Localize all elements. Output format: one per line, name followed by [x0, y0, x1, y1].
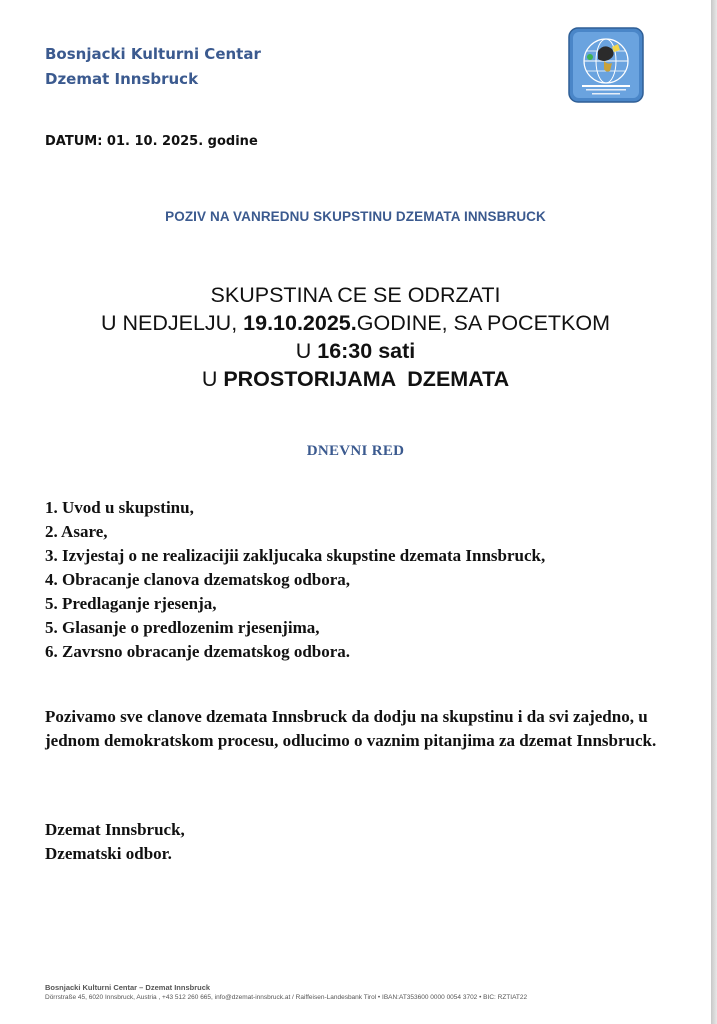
- meeting-time: 16:30 sati: [317, 339, 416, 363]
- signature-line-1: Dzemat Innsbruck,: [45, 820, 185, 839]
- bkc-globe-logo-icon: [568, 27, 644, 103]
- page-edge-shadow: [711, 0, 717, 1024]
- agenda-item: 6. Zavrsno obracanje dzematskog odbora.: [45, 642, 351, 661]
- footer-contact: Dörrstraße 45, 6020 Innsbruck, Austria , +43 512 260 665, info@dzemat-innsbruck.at / Raiffeisen-Landesbank Tirol • IBAN:AT353600 0000 0054 3702 • BIC: RZTIAT22: [45, 994, 528, 1001]
- agenda-list: [45, 496, 545, 664]
- agenda-title: DNEVNI RED: [306, 443, 405, 459]
- organization-name: [45, 42, 261, 92]
- signature-block: [45, 818, 185, 866]
- meeting-date: 19.10.2025.: [243, 311, 357, 335]
- invitation-paragraph: Pozivamo sve clanove dzemata Innsbruck da dodju na skupstinu i da svi zajedno, u jednom demokratskom procesu, odlucimo o vaznim pitanjima za dzemat Innsbruck.: [45, 707, 657, 750]
- agenda-item: 5. Predlaganje rjesenja,: [45, 594, 217, 613]
- agenda-item: 4. Obracanje clanova dzematskog odbora,: [45, 570, 351, 589]
- invitation-heading: POZIV NA VANREDNU SKUPSTINU DZEMATA INNSBRUCK: [165, 209, 546, 224]
- time-prefix: U: [295, 339, 318, 363]
- org-line-2: Dzemat Innsbruck: [45, 70, 199, 88]
- meeting-place: PROSTORIJAMA DZEMATA: [223, 367, 510, 391]
- agenda-item: 3. Izvjestaj o ne realizacijii zakljucaka skupstine dzemata Innsbruck,: [45, 546, 546, 565]
- announcement-line-1: SKUPSTINA CE SE ODRZATI: [210, 283, 501, 307]
- place-prefix: U: [201, 367, 224, 391]
- org-line-1: Bosnjacki Kulturni Centar: [45, 45, 261, 63]
- signature-line-2: Dzematski odbor.: [45, 844, 172, 863]
- page-footer: [45, 983, 527, 1003]
- announcement-block: [0, 281, 711, 393]
- agenda-item: 2. Asare,: [45, 522, 108, 541]
- document-date: DATUM: 01. 10. 2025. godine: [45, 134, 258, 149]
- announcement-line-4: [0, 365, 711, 393]
- agenda-item: 1. Uvod u skupstinu,: [45, 498, 194, 517]
- announcement-day: U NEDJELJU,: [100, 311, 244, 335]
- announcement-line-2: [0, 309, 711, 337]
- announcement-start: GODINE, SA POCETKOM: [356, 311, 611, 335]
- announcement-line-3: [0, 337, 711, 365]
- agenda-item: 5. Glasanje o predlozenim rjesenjima,: [45, 618, 320, 637]
- footer-org: Bosnjacki Kulturni Centar – Dzemat Innsbruck: [45, 983, 211, 992]
